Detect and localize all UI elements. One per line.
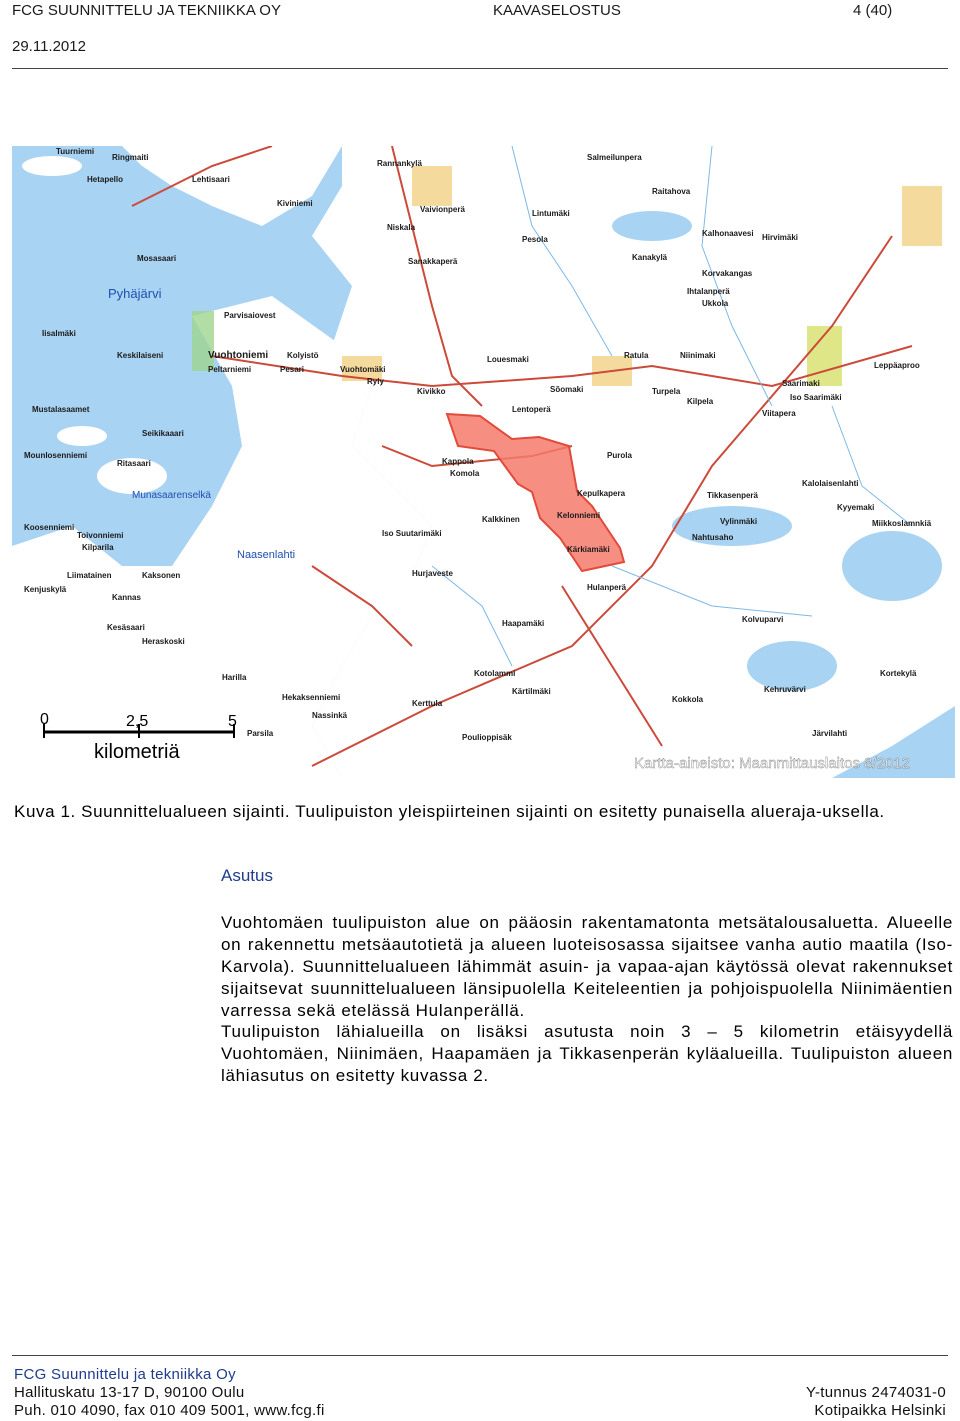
map-label: Hekaksenniemi — [282, 693, 341, 702]
map-label: Harilla — [222, 673, 247, 682]
map-label: Vuohtomäki — [340, 365, 386, 374]
body-paragraph: Vuohtomäen tuulipuiston alue on pääosin rakentamatonta metsätalousaluetta. Alueelle on rakennettu metsäautotietä ja alueen luoteisosassa sijaitsee vanha autio maatila (Iso-Karvola). Suunnittelualueen lähimmät asuin- ja vapaa-ajan käytössä olevat rakennukset sijaitsevat suunnittelualueen länsipuolella Keiteleentien ja pohjoispuolella Niinimäentien varressa sekä etelässä Hulanperällä. — [221, 913, 953, 1020]
map-label: Kerttula — [412, 699, 443, 708]
map-label: Saarimaki — [782, 379, 820, 388]
map-island — [22, 156, 82, 176]
map-label: Korvakangas — [702, 269, 753, 278]
map-label: Pesola — [522, 235, 548, 244]
scale-tick: 0 — [40, 711, 49, 728]
map-label: Seikikaaari — [142, 429, 184, 438]
figure-caption: Kuva 1. Suunnittelualueen sijainti. Tuulipuiston yleispiirteinen sijainti on esitetty punaisella alueraja-uksella. — [14, 802, 885, 821]
map-label: Viitapera — [762, 409, 796, 418]
map-label: Hulanperä — [587, 583, 627, 592]
map-label: Kilpela — [687, 397, 714, 406]
map-label: Hirvimäki — [762, 233, 799, 242]
map-label: Kärtilmäki — [512, 687, 551, 696]
map-label: Keskilaiseni — [117, 351, 164, 360]
map-label: Toivonniemi — [77, 531, 124, 540]
map-settlement — [902, 186, 942, 246]
map-source-credit: Kartta-aineisto: Maanmittauslaitos 8/2012 — [634, 755, 910, 772]
map-lake — [747, 641, 837, 691]
map-label: Kotolammi — [474, 669, 516, 678]
map-label: Komola — [450, 469, 480, 478]
map-label: Kolvuparvi — [742, 615, 784, 624]
scale-tick: 2,5 — [126, 713, 149, 730]
map-label: Lintumäki — [532, 209, 570, 218]
map-label: Rannankylä — [377, 159, 422, 168]
page-header — [12, 0, 948, 60]
map-label-lake: Munasaarenselkä — [132, 490, 211, 501]
scale-unit: kilometriä — [94, 741, 180, 763]
map-label: Ukkola — [702, 299, 729, 308]
map-label: Parsila — [247, 729, 274, 738]
map-label: Kenjuskylä — [24, 585, 67, 594]
map-label: Kivikko — [417, 387, 446, 396]
map-label: Lentoperä — [512, 405, 551, 414]
map-label: Pesari — [280, 365, 305, 374]
map-label-lake: Pyhäjärvi — [108, 286, 162, 301]
location-map — [12, 146, 955, 778]
header-company: FCG SUUNNITTELU JA TEKNIIKKA OY — [12, 2, 281, 19]
map-label: Raitahova — [652, 187, 691, 196]
map-lake — [612, 211, 692, 241]
map-label: Miikkoslamnkiä — [872, 519, 932, 528]
map-label: Hurjaveste — [412, 569, 453, 578]
map-land-north — [122, 146, 342, 226]
map-label: Kiviniemi — [277, 199, 313, 208]
map-label: Ihtalanperä — [687, 287, 730, 296]
map-label: Kalkkinen — [482, 515, 520, 524]
map-label: Vylinmäki — [720, 517, 758, 526]
map-label: Kärkiamäki — [567, 545, 610, 554]
map-label: Purola — [607, 451, 632, 460]
map-label: Kappola — [442, 457, 474, 466]
map-label: Ritasaari — [117, 459, 151, 468]
map-label: Hetapello — [87, 175, 124, 184]
body-paragraph: Tuulipuiston lähialueilla on lisäksi asutusta noin 3 – 5 kilometrin etäisyydellä Vuohtomäen, Niinimäen, Haapamäen ja Tikkasenperän kyläalueilla. Tuulipuiston alueen lähiasutus on esitetty kuvassa 2. — [221, 1022, 953, 1085]
footer-contact: Puh. 010 4090, fax 010 409 5001, www.fcg.fi — [14, 1402, 325, 1419]
footer-address: Hallituskatu 13-17 D, 90100 Oulu — [14, 1384, 245, 1401]
map-scale-bar — [12, 711, 237, 771]
map-label: Haapamäki — [502, 619, 545, 628]
map-label: Mounlosenniemi — [24, 451, 88, 460]
map-land-east — [312, 146, 955, 778]
map-label: Parvisaiovest — [224, 311, 276, 320]
header-rule — [12, 68, 948, 69]
map-label: Ringmaiti — [112, 153, 149, 162]
map-label: Kokkola — [672, 695, 704, 704]
section-title: Asutus — [221, 866, 273, 885]
map-label: Mustalasaamet — [32, 405, 90, 414]
footer-kotipaikka: Kotipaikka Helsinki — [814, 1402, 946, 1419]
map-label: Tuurniemi — [56, 147, 95, 156]
map-label: Sõomaki — [550, 385, 584, 394]
map-label: Louesmaki — [487, 355, 529, 364]
map-label: Ratula — [624, 351, 649, 360]
map-label: Kyyemaki — [837, 503, 875, 512]
map-green-area — [192, 311, 214, 371]
footer-ytunnus: Y-tunnus 2474031-0 — [806, 1384, 946, 1401]
map-label: Kepulkapera — [577, 489, 626, 498]
map-label: Kortekylä — [880, 669, 917, 678]
footer-rule — [12, 1355, 948, 1356]
map-label: Kesäsaari — [107, 623, 145, 632]
map-label-lake: Naasenlahti — [237, 549, 296, 561]
map-label: Kilparila — [82, 543, 114, 552]
map-label: Ryly — [367, 377, 384, 386]
map-label: Nahtusaho — [692, 533, 734, 542]
map-label: Niskala — [387, 223, 416, 232]
header-date: 29.11.2012 — [12, 38, 86, 55]
map-label: Heraskoski — [142, 637, 185, 646]
map-label: Iso Suutarimäki — [382, 529, 442, 538]
map-label: Peltarniemi — [208, 365, 252, 374]
map-label: Kalhonaavesi — [702, 229, 754, 238]
map-label: Lehtisaari — [192, 175, 230, 184]
header-doc-title: KAAVASELOSTUS — [493, 2, 621, 19]
map-label: Nassinkä — [312, 711, 348, 720]
map-label-village: Vuohtoniemi — [208, 350, 269, 361]
map-label: Sanakkaperä — [408, 257, 458, 266]
map-label: Poulioppisäk — [462, 733, 512, 742]
header-page-number: 4 (40) — [853, 2, 893, 19]
map-label: Kanakylä — [632, 253, 668, 262]
footer-company: FCG Suunnittelu ja tekniikka Oy — [14, 1366, 236, 1383]
map-label: Kehruvärvi — [764, 685, 806, 694]
map-label: Kelonniemi — [557, 511, 601, 520]
scale-tick: 5 — [228, 713, 237, 730]
map-settlement — [412, 166, 452, 206]
map-label: Niinimaki — [680, 351, 716, 360]
map-label: Leppäaproo — [874, 361, 920, 370]
map-label: Vaivionperä — [420, 205, 465, 214]
map-label: Tikkasenperä — [707, 491, 758, 500]
map-label: Järvilahti — [812, 729, 848, 738]
map-label: Turpela — [652, 387, 681, 396]
map-label: Salmeilunpera — [587, 153, 642, 162]
map-label: Kalolaisenlahti — [802, 479, 859, 488]
map-label: Kaksonen — [142, 571, 181, 580]
map-label: Koosenniemi — [24, 523, 75, 532]
map-label: Mosasaari — [137, 254, 177, 263]
map-label: Iso Saarimäki — [790, 393, 842, 402]
map-island — [57, 426, 107, 446]
map-lake — [842, 531, 942, 601]
map-svg — [12, 146, 955, 778]
map-label: Liimatainen — [67, 571, 112, 580]
map-label: Iisalmäki — [42, 329, 76, 338]
map-label: Kannas — [112, 593, 141, 602]
map-label: Kolyistö — [287, 351, 319, 360]
